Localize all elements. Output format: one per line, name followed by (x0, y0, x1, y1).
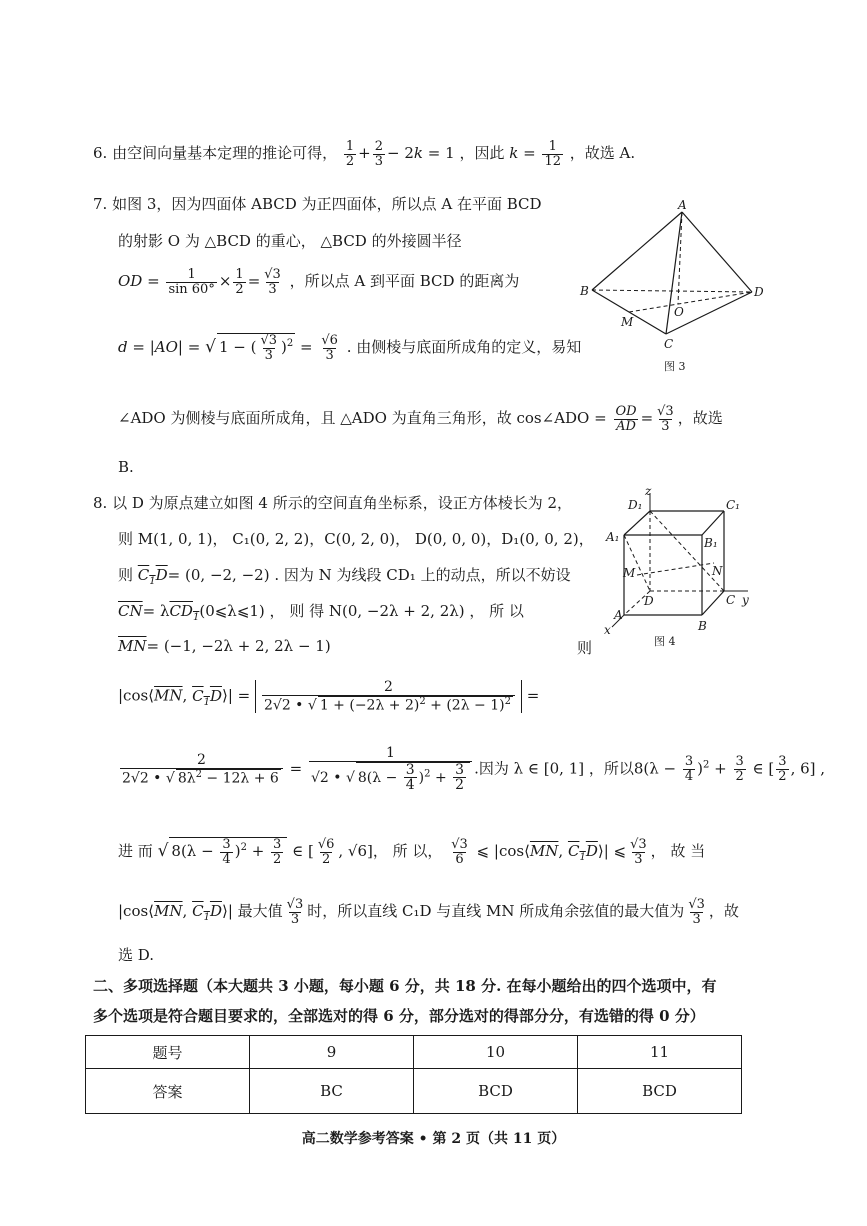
q7-line1: 7. 如图 3，因为四面体 ABCD 为正四面体，所以点 A 在平面 BCD (93, 195, 542, 213)
label-N: N (712, 564, 723, 578)
q8-line3: 则 $C_1D= (0$, −2, −2) . 因为 N 为线段 CD₁ 上的动点，所以不妨设 (118, 566, 571, 587)
label-B: B (698, 619, 707, 633)
label-D: D (644, 594, 654, 608)
label-C: C (726, 593, 736, 607)
label-A: A (678, 198, 687, 212)
q7-line4: d = |AO| = √ 1 − ( $\frac{√3}{3}$ )$^2$ = $\frac{√6}{3}$ . 由侧棱与底面所成角的定义，易知 (118, 333, 582, 363)
figure-3-tetrahedron (578, 198, 768, 378)
label-x: x (604, 623, 611, 637)
q6-number: 6. (93, 144, 108, 163)
section-2-title: 二、多项选择题（本大题共 3 小题，每小题 6 分，共 18 分. 在每小题给出的四个选项中，有 (93, 977, 717, 995)
label-M: M (623, 566, 636, 580)
q7-line5: ∠ADO 为侧棱与底面所成角，且 △ADO 为直角三角形，故 cos∠ADO = $\frac{OD}{AD}$ = $\frac{√3}{3}$ ，故选 (118, 404, 723, 434)
q8-line9: $|\cos⟨\overline{MN}$, $C_1D⟩|$ 最大值 $\frac{√3}{3}$ 时，所以直线 C₁D 与直线 MN 所成角余弦值的最大值为 $\frac{√3}{3}$ ，故 (118, 897, 739, 927)
q7-line3: OD = $\frac{1}{\sin 60^\circ}$ × $\frac{1}{2}$ = $\frac{√3}{3}$ ，所以点 A 到平面 BCD 的距离为 (118, 267, 520, 297)
q8-line2: 则 M(1, 0, 1)， C₁(0, 2, 2)，C(0, 2, 0)， D(0, 0, 0)，D₁(0, 0, 2)， (118, 530, 594, 548)
answer-table (85, 1035, 742, 1114)
figure-4-caption: 图 4 (654, 635, 676, 648)
q8-line7: $\frac{2}{2√2 • √ 8\lambda^2 - 12\lambda + 6}$ = 1 √2 • √ 8(λ − $\frac{3}{4}$ )$^2$ + $\frac{3}{2}$ .因为 λ ∈ [0, 1] ，所以8(λ − $\frac{3}{4}$ )$^2$ + $\frac{3}{2}$ ∈ [ $\frac{3}{2}$ , 6] , (122, 745, 826, 794)
page-footer: 高二数学参考答案 • 第 2 页（共 11 页） (301, 1131, 566, 1147)
label-D1: D₁ (628, 498, 643, 512)
label-z: z (645, 487, 652, 498)
label-M: M (621, 315, 634, 329)
label-B1: B₁ (704, 536, 718, 550)
q6-line: 6. 由空间向量基本定理的推论可得， $\frac{1}{2}$ + $\frac{2}{3}$ − 2k = 1 ，因此 k = $\frac{1}{12}$ ，故选 A. (93, 139, 636, 169)
section-2-title-2: 多个选项是符合题目要求的，全部选对的得 6 分，部分选对的得部分分，有选错的得 0 分） (93, 1007, 705, 1025)
label-C: C (664, 337, 674, 351)
q8-line1: 8. 以 D 为原点建立如图 4 所示的空间直角坐标系，设正方体棱长为 2， (93, 494, 573, 512)
q8-line8: 进 而 √ 8(λ − $\frac{3}{4}$ )$^2$ + $\frac{3}{2}$ ∈ [ $\frac{√6}{2}$ , √6]， 所 以， $\frac{√3}{6}$ ⩽ $|\cos⟨\overline{MN}$, $C_1D⟩|$ ⩽ $\frac{√3}{3}$ ， 故 当 (118, 837, 706, 867)
figure-3-caption: 图 3 (664, 360, 686, 373)
label-O: O (674, 305, 684, 319)
table-row: 答案 BC BCD BCD (86, 1069, 742, 1114)
label-A: A (614, 608, 623, 622)
q8-line5: $\overline{MN}= (-1$, −2λ + 2, 2λ − 1) (118, 637, 331, 655)
label-D: D (754, 285, 764, 299)
label-C1: C₁ (726, 498, 740, 512)
label-y: y (742, 593, 749, 607)
q7-line2: 的射影 O 为 △BCD 的重心， △BCD 的外接圆半径 (118, 232, 462, 250)
figure-4-cube (598, 487, 770, 652)
label-B: B (580, 284, 589, 298)
q8-line4: $\overline{CN}=$ λCD$_1$(0⩽λ⩽1) ， 则 得 N(0, −2λ + 2, 2λ) ， 所 以 (118, 602, 524, 623)
table-row: 题号 9 10 11 (86, 1036, 742, 1069)
q8-line6: $|\cos⟨\overline{MN}$, $C_1D⟩|$ = $\frac{2}{2√2 • √ 1 + (-2\lambda + 2)^2 + (2\lambda - 1)^2}$ = (118, 679, 540, 714)
label-A1: A₁ (606, 530, 620, 544)
